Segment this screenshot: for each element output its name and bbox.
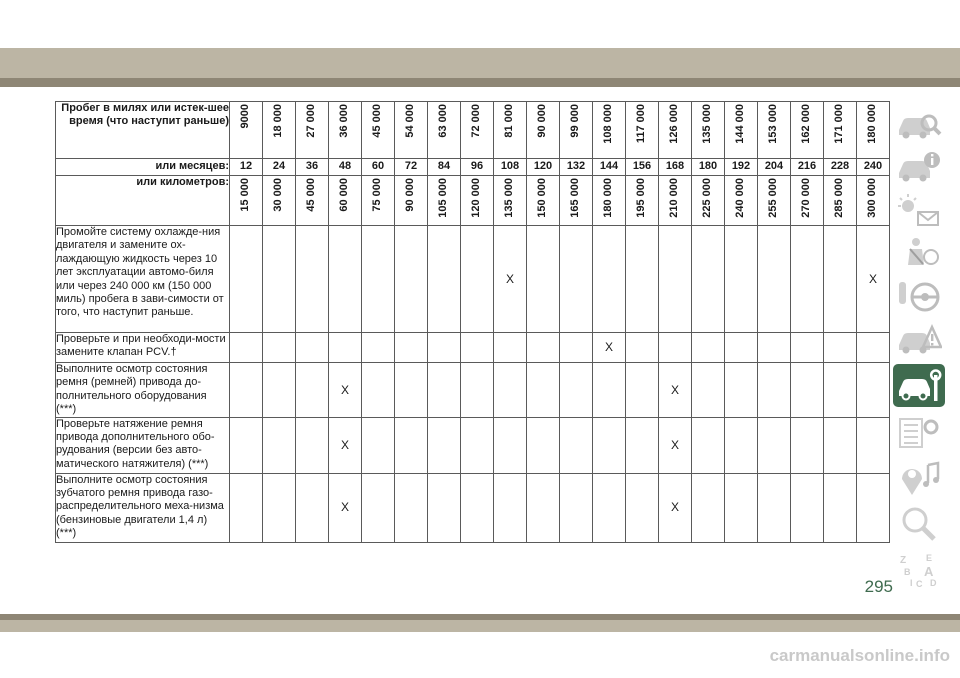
miles-cell-text: 81 000 — [503, 104, 516, 138]
km-cell — [758, 176, 791, 226]
miles-cell-text: 27 000 — [305, 104, 318, 138]
schedule-mark: X — [659, 417, 692, 473]
schedule-cell — [593, 363, 626, 418]
km-cell — [527, 176, 560, 226]
km-cell-text: 15 000 — [239, 178, 252, 212]
schedule-cell — [494, 363, 527, 418]
multimedia-icon — [896, 459, 942, 497]
schedule-cell — [824, 473, 857, 542]
months-cell: 180 — [692, 159, 725, 176]
schedule-mark: X — [329, 417, 362, 473]
schedule-cell — [758, 333, 791, 363]
schedule-mark: X — [494, 226, 527, 333]
schedule-cell — [527, 473, 560, 542]
schedule-cell — [824, 226, 857, 333]
months-cell: 192 — [725, 159, 758, 176]
seatbelt-airbag-icon — [896, 235, 942, 273]
months-cell: 12 — [230, 159, 263, 176]
km-cell-text: 225 000 — [701, 178, 714, 218]
miles-cell — [296, 102, 329, 159]
km-cell — [692, 176, 725, 226]
sidebar-item-car-info[interactable] — [893, 146, 945, 189]
miles-cell — [230, 102, 263, 159]
schedule-cell — [461, 417, 494, 473]
schedule-cell — [626, 363, 659, 418]
schedule-cell — [857, 417, 890, 473]
task-label: Проверьте натяжение ремня привода дополнительного обо-рудования (версии без авто-матического натяжителя) (***) — [56, 417, 230, 473]
miles-cell-text: 117 000 — [635, 104, 648, 144]
sidebar-item-warning-lights[interactable] — [893, 189, 945, 232]
miles-cell-text: 72 000 — [470, 104, 483, 138]
miles-cell-text: 99 000 — [569, 104, 582, 138]
schedule-cell — [758, 363, 791, 418]
miles-cell-text: 63 000 — [437, 104, 450, 138]
sidebar-item-search[interactable] — [893, 502, 945, 545]
km-cell-text: 285 000 — [833, 178, 846, 218]
schedule-cell — [362, 333, 395, 363]
km-cell — [560, 176, 593, 226]
page-number: 295 — [864, 577, 893, 596]
km-cell — [659, 176, 692, 226]
schedule-cell — [725, 333, 758, 363]
schedule-cell — [758, 417, 791, 473]
months-cell: 216 — [791, 159, 824, 176]
schedule-cell — [692, 226, 725, 333]
miles-cell — [461, 102, 494, 159]
miles-cell-text: 162 000 — [800, 104, 813, 144]
km-cell — [725, 176, 758, 226]
schedule-cell — [428, 363, 461, 418]
schedule-cell — [692, 473, 725, 542]
sidebar-item-steering-wheel[interactable] — [893, 275, 945, 318]
svg-text:A: A — [924, 563, 934, 579]
schedule-cell — [725, 363, 758, 418]
km-cell — [593, 176, 626, 226]
schedule-cell — [626, 226, 659, 333]
task-row — [56, 333, 890, 363]
km-cell-text: 165 000 — [569, 178, 582, 218]
car-wrench-icon — [896, 367, 942, 405]
schedule-cell — [791, 363, 824, 418]
sidebar-item-car-wrench[interactable] — [893, 364, 945, 407]
task-row — [56, 473, 890, 542]
schedule-cell — [791, 333, 824, 363]
schedule-cell — [263, 417, 296, 473]
schedule-cell — [230, 226, 263, 333]
task-label: Проверьте и при необходи-мости замените клапан PCV.† — [56, 333, 230, 363]
schedule-cell — [725, 417, 758, 473]
miles-cell — [824, 102, 857, 159]
schedule-cell — [428, 473, 461, 542]
months-cell: 204 — [758, 159, 791, 176]
km-cell-text: 45 000 — [305, 178, 318, 212]
schedule-cell — [692, 333, 725, 363]
schedule-cell — [725, 226, 758, 333]
sidebar-item-car-breakdown[interactable] — [893, 318, 945, 361]
schedule-cell — [230, 417, 263, 473]
km-cell-text: 240 000 — [734, 178, 747, 218]
header-row-km — [56, 176, 890, 226]
schedule-cell — [296, 226, 329, 333]
km-cell-text: 210 000 — [668, 178, 681, 218]
schedule-cell — [230, 473, 263, 542]
schedule-cell — [395, 417, 428, 473]
miles-cell-text: 153 000 — [767, 104, 780, 144]
svg-text:B: B — [904, 566, 911, 577]
schedule-cell — [296, 333, 329, 363]
km-cell — [428, 176, 461, 226]
schedule-cell — [362, 417, 395, 473]
km-cell-text: 270 000 — [800, 178, 813, 218]
schedule-cell — [263, 363, 296, 418]
km-cell — [626, 176, 659, 226]
km-cell-text: 195 000 — [635, 178, 648, 218]
schedule-cell — [560, 473, 593, 542]
schedule-cell — [362, 473, 395, 542]
schedule-cell — [395, 226, 428, 333]
km-cell — [296, 176, 329, 226]
schedule-cell — [428, 226, 461, 333]
km-cell — [824, 176, 857, 226]
settings-list-icon — [896, 413, 942, 451]
task-row — [56, 417, 890, 473]
km-cell — [263, 176, 296, 226]
miles-cell — [659, 102, 692, 159]
schedule-cell — [329, 226, 362, 333]
schedule-cell — [494, 417, 527, 473]
months-cell: 108 — [494, 159, 527, 176]
schedule-cell — [791, 473, 824, 542]
schedule-cell — [560, 226, 593, 333]
schedule-cell — [659, 226, 692, 333]
sidebar-item-alphabet-index[interactable] — [893, 548, 945, 591]
km-cell-text: 135 000 — [503, 178, 516, 218]
car-breakdown-icon — [896, 321, 942, 359]
header-row-miles — [56, 102, 890, 159]
km-cell-text: 30 000 — [272, 178, 285, 212]
schedule-cell — [263, 473, 296, 542]
schedule-cell — [758, 473, 791, 542]
miles-cell — [527, 102, 560, 159]
schedule-cell — [296, 473, 329, 542]
schedule-cell — [560, 417, 593, 473]
top-band — [0, 48, 960, 78]
schedule-cell — [263, 226, 296, 333]
miles-cell-text: 45 000 — [371, 104, 384, 138]
maintenance-schedule-table — [55, 101, 890, 543]
miles-cell — [560, 102, 593, 159]
months-row-label: или месяцев: — [56, 159, 230, 176]
schedule-cell — [329, 333, 362, 363]
sidebar-item-settings-list[interactable] — [893, 410, 945, 453]
miles-cell-text: 54 000 — [404, 104, 417, 138]
schedule-cell — [692, 417, 725, 473]
svg-text:Z: Z — [900, 554, 907, 566]
schedule-cell — [461, 333, 494, 363]
miles-cell-text: 126 000 — [668, 104, 681, 144]
km-row-label: или километров: — [56, 176, 230, 226]
months-cell: 120 — [527, 159, 560, 176]
miles-cell — [494, 102, 527, 159]
km-cell-text: 90 000 — [404, 178, 417, 212]
km-cell-text: 150 000 — [536, 178, 549, 218]
schedule-cell — [824, 363, 857, 418]
schedule-cell — [824, 333, 857, 363]
miles-cell — [593, 102, 626, 159]
months-cell: 132 — [560, 159, 593, 176]
km-cell — [362, 176, 395, 226]
km-cell — [230, 176, 263, 226]
header-row-months — [56, 159, 890, 176]
months-cell: 96 — [461, 159, 494, 176]
months-cell: 156 — [626, 159, 659, 176]
miles-cell — [725, 102, 758, 159]
task-label: Выполните осмотр состояния зубчатого ремня привода газо-распределительного меха-низма (бензиновые двигатели 1,4 л) (***) — [56, 473, 230, 542]
schedule-mark: X — [593, 333, 626, 363]
km-cell-text: 75 000 — [371, 178, 384, 212]
km-cell-text: 300 000 — [866, 178, 879, 218]
miles-cell-text: 171 000 — [833, 104, 846, 144]
car-info-icon — [896, 149, 942, 187]
months-cell: 36 — [296, 159, 329, 176]
schedule-cell — [428, 333, 461, 363]
schedule-cell — [230, 333, 263, 363]
schedule-cell — [725, 473, 758, 542]
km-cell — [395, 176, 428, 226]
km-cell — [329, 176, 362, 226]
schedule-cell — [395, 333, 428, 363]
km-cell-text: 105 000 — [437, 178, 450, 218]
schedule-cell — [362, 226, 395, 333]
miles-cell — [263, 102, 296, 159]
schedule-cell — [758, 226, 791, 333]
car-magnifier-icon — [896, 106, 942, 144]
miles-cell — [362, 102, 395, 159]
schedule-cell — [395, 473, 428, 542]
svg-text:I: I — [910, 577, 913, 588]
km-cell-text: 120 000 — [470, 178, 483, 218]
svg-text:C: C — [916, 578, 923, 589]
miles-cell — [329, 102, 362, 159]
svg-text:D: D — [930, 577, 937, 588]
steering-wheel-icon — [896, 278, 942, 316]
schedule-cell — [791, 417, 824, 473]
schedule-cell — [626, 473, 659, 542]
bottom-band — [0, 620, 960, 632]
task-label: Промойте систему охлажде-ния двигателя и замените ох-лаждающую жидкость через 10 лет эксплуатации автомо-биля или через 240 000 км (150 000 миль) пробега в зави-симости от того, что наступит раньше. — [56, 226, 230, 333]
schedule-cell — [857, 473, 890, 542]
miles-row-label: Пробег в милях или истек-шее время (что наступит раньше) — [56, 102, 230, 159]
sidebar-item-seatbelt-airbag[interactable] — [893, 232, 945, 275]
task-row — [56, 226, 890, 333]
schedule-mark: X — [659, 473, 692, 542]
schedule-cell — [428, 417, 461, 473]
schedule-mark: X — [857, 226, 890, 333]
miles-cell — [428, 102, 461, 159]
schedule-cell — [791, 226, 824, 333]
alphabet-index-icon — [896, 551, 942, 589]
miles-cell — [692, 102, 725, 159]
schedule-cell — [527, 226, 560, 333]
miles-cell-text: 90 000 — [536, 104, 549, 138]
schedule-cell — [824, 417, 857, 473]
miles-cell-text: 18 000 — [272, 104, 285, 138]
search-icon — [896, 505, 942, 543]
schedule-cell — [230, 363, 263, 418]
miles-cell-text: 180 000 — [866, 104, 879, 144]
task-label: Выполните осмотр состояния ремня (ремней) привода до-полнительного оборудования (***) — [56, 363, 230, 418]
schedule-mark: X — [329, 363, 362, 418]
schedule-cell — [593, 473, 626, 542]
schedule-mark: X — [659, 363, 692, 418]
miles-cell-text: 36 000 — [338, 104, 351, 138]
schedule-mark: X — [329, 473, 362, 542]
km-cell — [857, 176, 890, 226]
schedule-cell — [593, 226, 626, 333]
km-cell — [791, 176, 824, 226]
months-cell: 240 — [857, 159, 890, 176]
schedule-cell — [692, 363, 725, 418]
task-row — [56, 363, 890, 418]
schedule-cell — [362, 363, 395, 418]
km-cell — [494, 176, 527, 226]
watermark: carmanualsonline.info — [769, 646, 950, 665]
schedule-cell — [527, 363, 560, 418]
miles-cell — [857, 102, 890, 159]
schedule-cell — [659, 333, 692, 363]
schedule-cell — [263, 333, 296, 363]
miles-cell-text: 9000 — [239, 104, 252, 129]
schedule-cell — [461, 226, 494, 333]
schedule-cell — [857, 333, 890, 363]
schedule-cell — [395, 363, 428, 418]
schedule-cell — [857, 363, 890, 418]
schedule-cell — [527, 417, 560, 473]
schedule-cell — [560, 363, 593, 418]
miles-cell-text: 135 000 — [701, 104, 714, 144]
miles-cell-text: 144 000 — [734, 104, 747, 144]
months-cell: 72 — [395, 159, 428, 176]
miles-cell — [758, 102, 791, 159]
months-cell: 144 — [593, 159, 626, 176]
schedule-cell — [560, 333, 593, 363]
months-cell: 24 — [263, 159, 296, 176]
miles-cell — [626, 102, 659, 159]
svg-text:E: E — [926, 552, 933, 563]
schedule-cell — [593, 417, 626, 473]
top-band-dark — [0, 78, 960, 87]
schedule-cell — [626, 333, 659, 363]
months-cell: 168 — [659, 159, 692, 176]
schedule-cell — [461, 363, 494, 418]
months-cell: 228 — [824, 159, 857, 176]
miles-cell — [791, 102, 824, 159]
sidebar-item-multimedia[interactable] — [893, 456, 945, 499]
km-cell-text: 180 000 — [602, 178, 615, 218]
schedule-cell — [296, 417, 329, 473]
miles-cell-text: 108 000 — [602, 104, 615, 144]
schedule-cell — [494, 333, 527, 363]
schedule-cell — [626, 417, 659, 473]
km-cell-text: 60 000 — [338, 178, 351, 212]
km-cell — [461, 176, 494, 226]
months-cell: 48 — [329, 159, 362, 176]
km-cell-text: 255 000 — [767, 178, 780, 218]
warning-lights-mail-icon — [896, 192, 942, 230]
schedule-cell — [527, 333, 560, 363]
schedule-cell — [296, 363, 329, 418]
months-cell: 60 — [362, 159, 395, 176]
months-cell: 84 — [428, 159, 461, 176]
schedule-cell — [494, 473, 527, 542]
miles-cell — [395, 102, 428, 159]
sidebar-item-car-magnifier[interactable] — [893, 103, 945, 146]
schedule-cell — [461, 473, 494, 542]
